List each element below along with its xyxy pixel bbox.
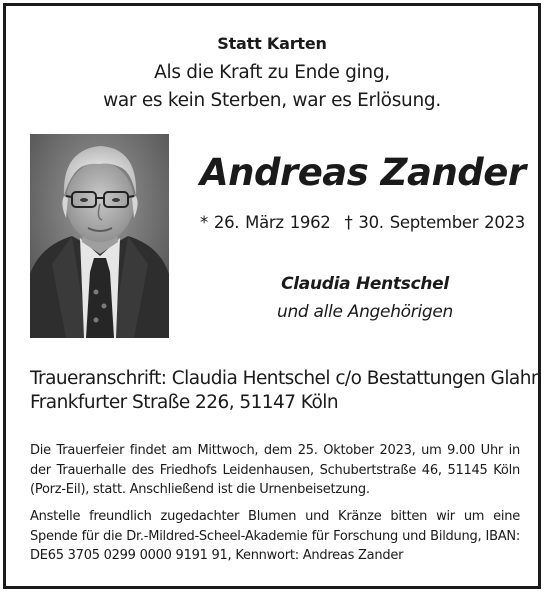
donation-paragraph: Anstelle freundlich zugedachter Blumen und Kränze bitten wir um eine Spende für die Dr.-Mildred-Scheel-Akademie für Forschung und Bildung, IBAN: DE65 3705 0299 0000 9191 91, Kennwort: Andreas Zander [30,509,520,563]
death-date: † 30. September 2023 [344,213,525,232]
life-dates [200,213,525,232]
verse-line-2: war es kein Sterben, war es Erlösung. [103,90,441,111]
birth-date: * 26. März 1962 [200,213,331,232]
deceased-name: Andreas Zander [200,151,526,194]
verse-line-1: Als die Kraft zu Ende ging, [154,62,390,83]
service-paragraph: Die Trauerfeier findet am Mittwoch, dem 25. Oktober 2023, um 9.00 Uhr in der Trauerhalle des Friedhofs Leidenhausen, Schubertstraße 46, 51145 Köln (Porz-Eil), statt. Anschließend ist die Urnenbeisetzung. [30,443,520,497]
mourner-family: und alle Angehörigen [276,302,454,322]
portrait-photo [30,134,169,338]
address-line-2: Frankfurter Straße 226, 51147 Köln [30,392,338,413]
address-line-1: Traueranschrift: Claudia Hentschel c/o Bestattungen Glahn [30,368,543,389]
notice-header: Statt Karten [217,34,327,53]
mourner-name: Claudia Hentschel [281,274,449,294]
